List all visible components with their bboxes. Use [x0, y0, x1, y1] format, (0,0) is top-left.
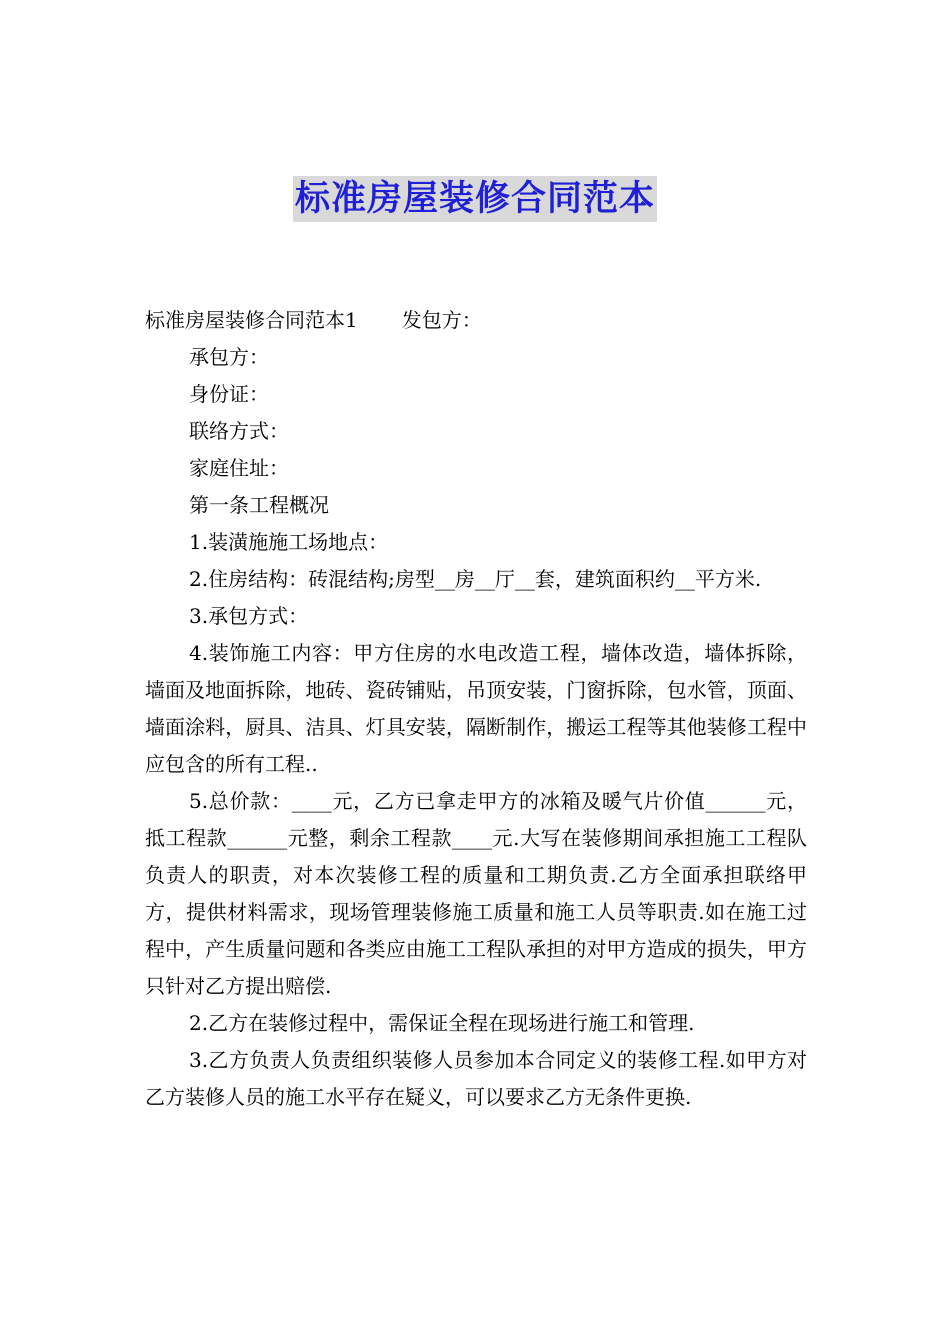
paragraph-address: 家庭住址： — [189, 456, 289, 480]
paragraph-contract-mode: 3.承包方式： — [189, 604, 309, 628]
paragraph-contractor: 承包方： — [189, 345, 269, 369]
title-container — [0, 176, 950, 222]
intro-line — [145, 302, 807, 339]
paragraph-total-price: 5.总价款：____元，乙方已拿走甲方的冰箱及暖气片价值______元，抵工程款______元整，剩余工程款____元.大写在装修期间承担施工工程队负责人的职责，对本次装修工程的质量和工期负责.乙方全面承担联络甲方，提供材料需求，现场管理装修施工质量和施工人员等职责.如在施工过程中，产生质量问题和各类应由施工工程队承担的对甲方造成的损失，甲方只针对乙方提出赔偿. — [145, 789, 807, 998]
paragraph-housing-structure: 2.住房结构：砖混结构;房型__房__厅__套，建筑面积约__平方米. — [189, 567, 762, 591]
paragraph-site-location: 1.装潢施施工场地点： — [189, 530, 389, 554]
paragraph-article-1-heading: 第一条工程概况 — [189, 493, 329, 517]
paragraph-staff-organization: 3.乙方负责人负责组织装修人员参加本合同定义的装修工程.如甲方对乙方装修人员的施工水平存在疑义，可以要求乙方无条件更换. — [145, 1048, 807, 1109]
intro-label: 标准房屋装修合同范本1 — [145, 308, 358, 332]
document-title: 标准房屋装修合同范本 — [293, 176, 657, 222]
paragraph-construction-content: 4.装饰施工内容：甲方住房的水电改造工程，墙体改造，墙体拆除，墙面及地面拆除，地砖、瓷砖铺贴，吊顶安装，门窗拆除，包水管，顶面、墙面涂料，厨具、洁具、灯具安装，隔断制作，搬运工程等其他装修工程中应包含的所有工程.. — [145, 641, 807, 776]
paragraph-id-card: 身份证： — [189, 382, 269, 406]
party-a-label: 发包方： — [401, 308, 482, 332]
document-body — [145, 302, 807, 1116]
paragraph-contact: 联络方式： — [189, 419, 289, 443]
paragraph-on-site-management: 2.乙方在装修过程中，需保证全程在现场进行施工和管理. — [189, 1011, 695, 1035]
